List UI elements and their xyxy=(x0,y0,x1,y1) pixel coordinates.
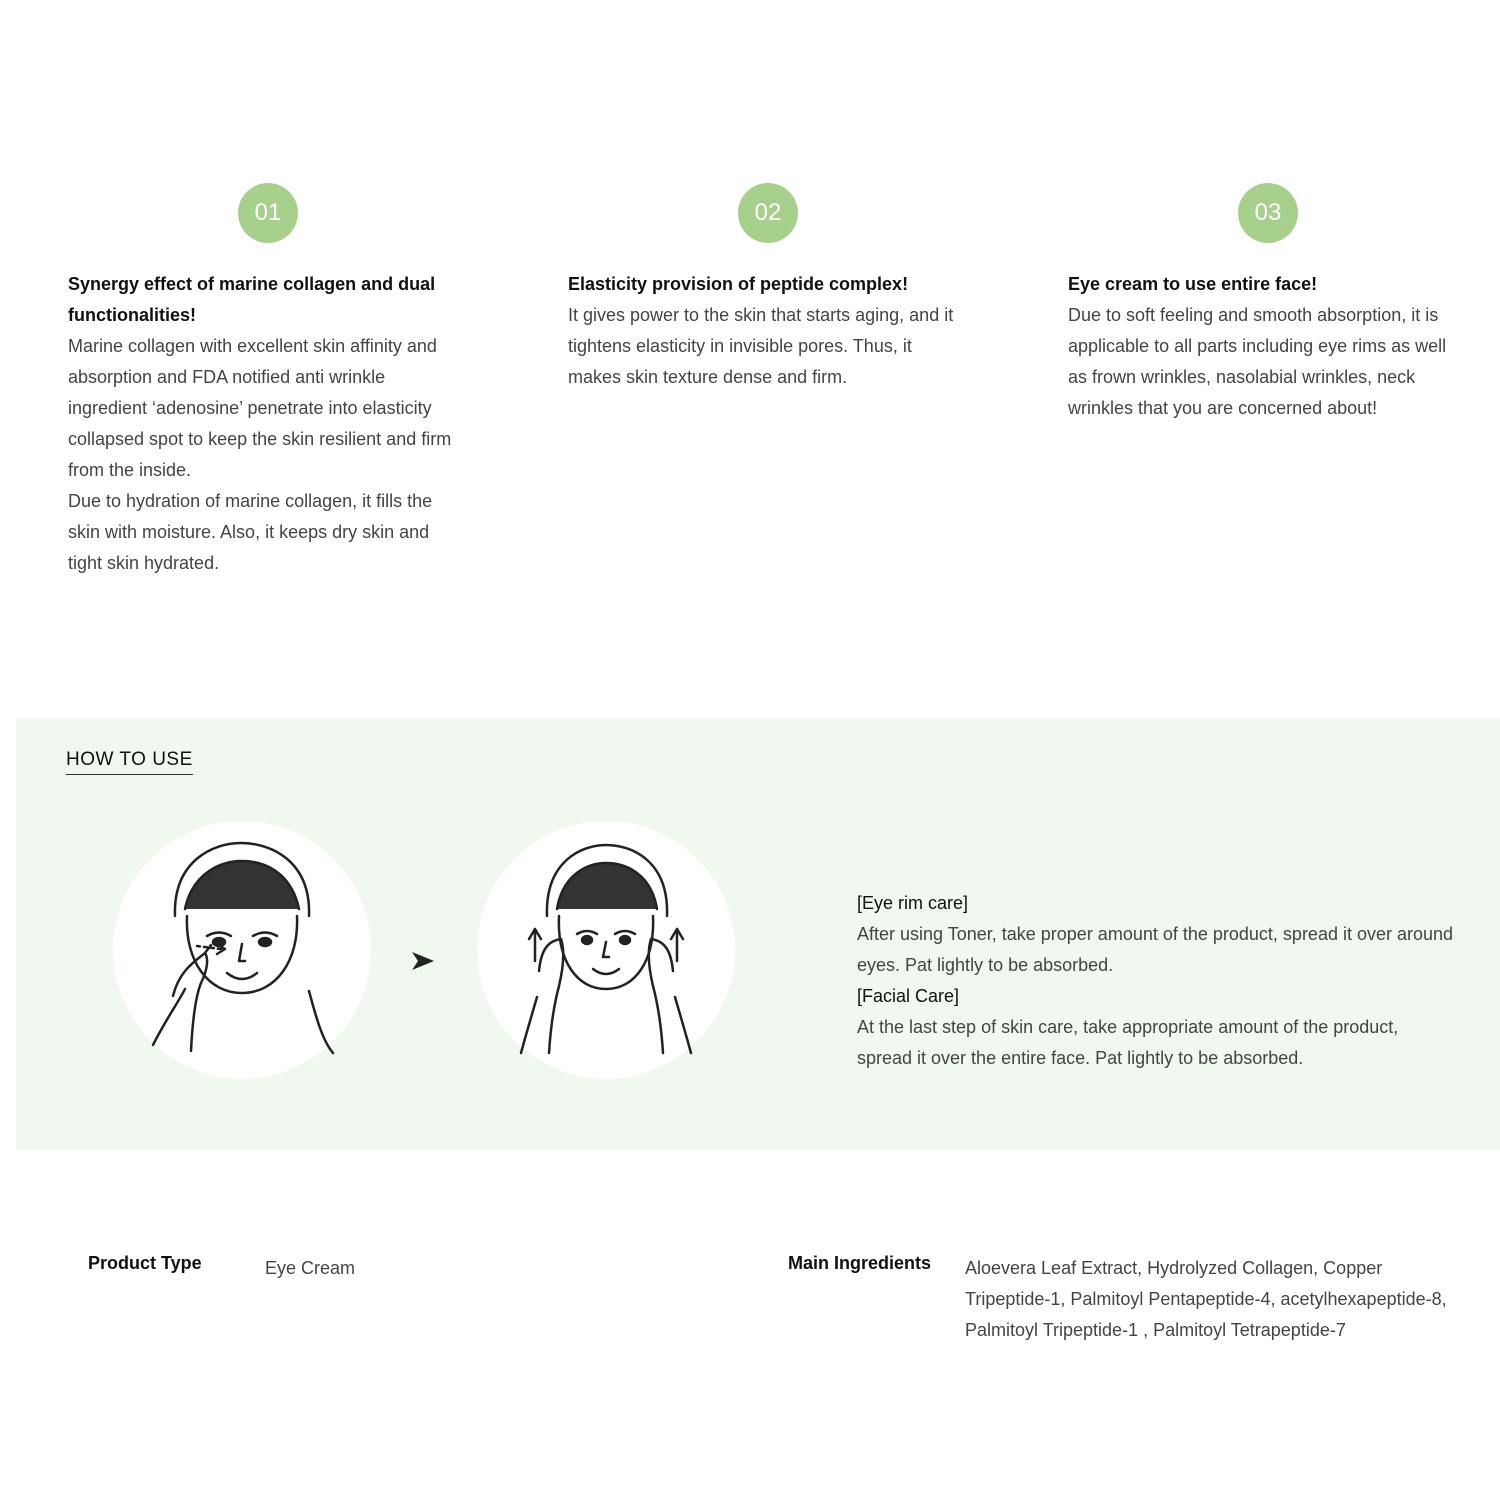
feature-title: Eye cream to use entire face! xyxy=(1068,274,1318,294)
feature-text xyxy=(568,269,968,393)
number-badge: 02 xyxy=(738,183,798,243)
how-to-use-title: HOW TO USE xyxy=(66,749,193,775)
feature-text xyxy=(1068,269,1468,424)
feature-paragraph: Marine collagen with excellent skin affinity and absorption and FDA notified anti wrinkle ingredient ‘adenosine’ penetrate into elasticity collapsed spot to keep the skin resilient and firm from the inside. xyxy=(68,336,452,480)
step-description: After using Toner, take proper amount of the product, spread it over around eyes. Pat lightly to be absorbed. xyxy=(857,924,1454,975)
main-ingredients-label: Main Ingredients xyxy=(788,1253,932,1273)
step-heading: [Facial Care] xyxy=(857,986,960,1006)
facial-care-illustration xyxy=(477,821,735,1079)
eye-rim-care-illustration xyxy=(113,821,371,1079)
number-badge: 01 xyxy=(238,183,298,243)
feature-title: Elasticity provision of peptide complex! xyxy=(568,274,909,294)
step-heading: [Eye rim care] xyxy=(857,893,969,913)
step-description: At the last step of skin care, take appropriate amount of the product, spread it over the entire face. Pat lightly to be absorbed. xyxy=(857,1017,1399,1068)
main-ingredients-value: Aloevera Leaf Extract, Hydrolyzed Collagen, Copper Tripeptide-1, Palmitoyl Pentapeptide-4, acetylhexapeptide-8, Palmitoyl Tripeptide-1 , Palmitoyl Tetrapeptide-7 xyxy=(965,1258,1447,1340)
feature-paragraph: It gives power to the skin that starts aging, and it tightens elasticity in invisible pores. Thus, it makes skin texture dense and firm. xyxy=(568,305,954,387)
feature-title: Synergy effect of marine collagen and dual functionalities! xyxy=(68,274,436,325)
how-to-use-steps xyxy=(857,888,1457,1074)
number-badge: 03 xyxy=(1238,183,1298,243)
product-type-label: Product Type xyxy=(88,1253,202,1273)
feature-text xyxy=(68,269,468,579)
how-to-use-section xyxy=(16,718,1500,1150)
arrow-right-icon xyxy=(410,948,436,974)
product-type-value: Eye Cream xyxy=(265,1258,356,1278)
feature-paragraph: Due to soft feeling and smooth absorption, it is applicable to all parts including eye rims as well as frown wrinkles, nasolabial wrinkles, neck wrinkles that you are concerned about! xyxy=(1068,305,1447,418)
feature-paragraph: Due to hydration of marine collagen, it fills the skin with moisture. Also, it keeps dry skin and tight skin hydrated. xyxy=(68,491,433,573)
